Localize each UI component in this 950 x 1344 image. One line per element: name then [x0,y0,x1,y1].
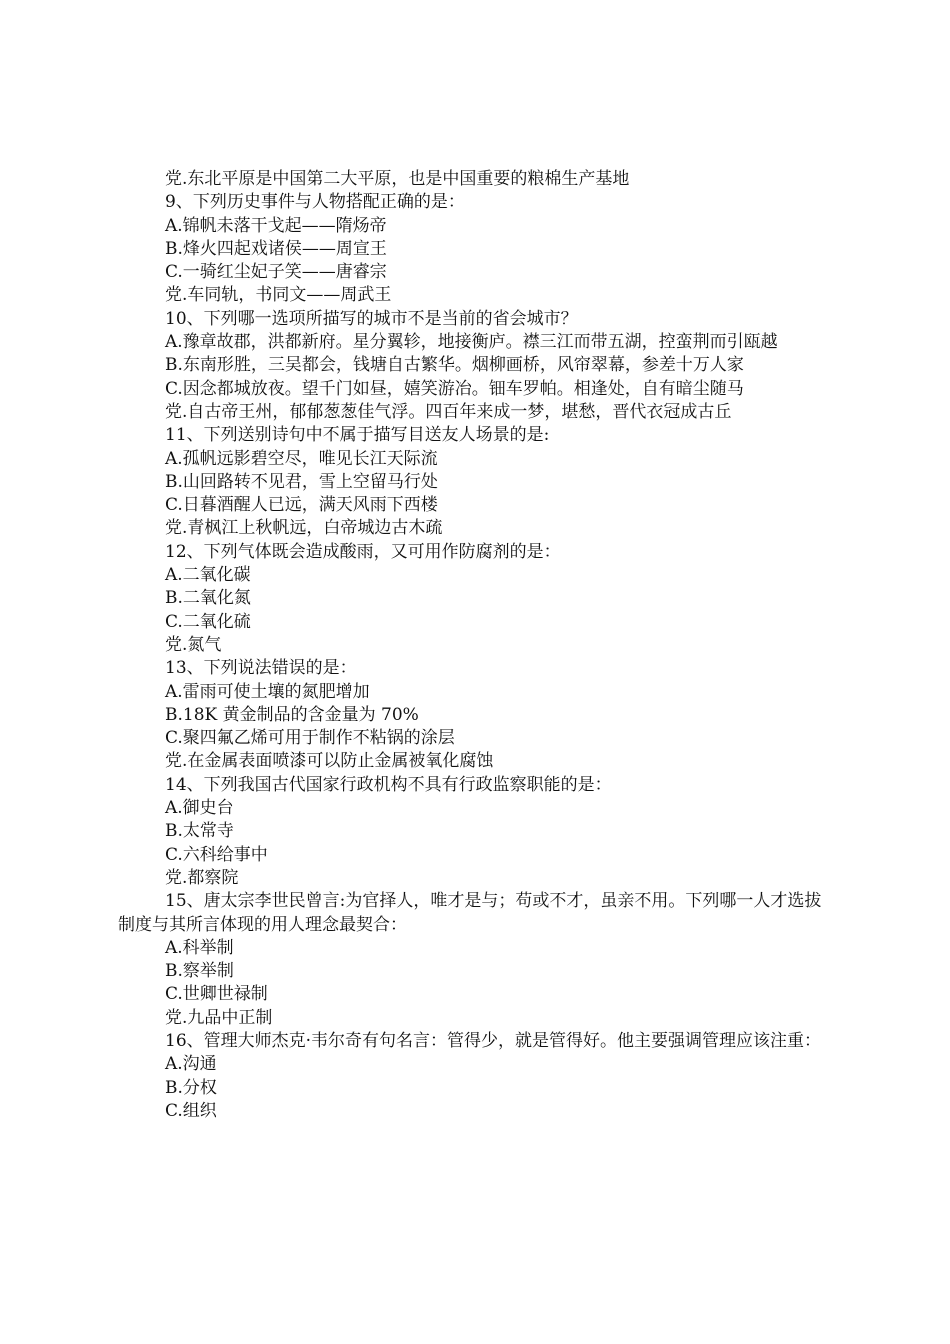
document-body [118,168,836,1123]
answer-option: B.二氧化氮 [165,588,251,609]
answer-option: A.科举制 [165,937,234,958]
answer-option: C.一骑红尘妃子笑——唐睿宗 [165,262,387,283]
text-line: 党.东北平原是中国第二大平原，也是中国重要的粮棉生产基地 [165,169,630,189]
answer-option: 党.车同轨，书同文——周武王 [165,285,392,306]
answer-option: B.太常寺 [165,821,234,842]
answer-option: C.因念都城放夜。望千门如昼，嬉笑游冶。钿车罗帕。相逢处，自有暗尘随马 [165,378,744,399]
answer-option: 党.都察院 [165,867,239,888]
answer-option: A.沟通 [165,1054,217,1075]
answer-option: A.孤帆远影碧空尽，唯见长江天际流 [165,448,438,469]
question-stem: 14、下列我国古代国家行政机构不具有行政监察职能的是： [165,774,612,795]
answer-option: 党.在金属表面喷漆可以防止金属被氧化腐蚀 [165,751,494,772]
answer-option: A.雷雨可使土壤的氮肥增加 [165,681,370,702]
answer-option: C.组织 [165,1100,217,1121]
answer-option: A.御史台 [165,798,234,819]
answer-option: C.六科给事中 [165,844,268,865]
answer-option: 党.自古帝王州，郁郁葱葱佳气浮。四百年来成一梦，堪愁，晋代衣冠成古丘 [165,401,732,422]
answer-option: C.聚四氟乙烯可用于制作不粘锅的涂层 [165,728,455,749]
question-stem: 13、下列说法错误的是： [165,658,357,679]
answer-option: B.烽火四起戏诸侯——周宣王 [165,238,387,259]
answer-option: A.二氧化碳 [165,565,251,586]
answer-option: B.分权 [165,1077,217,1098]
question-stem: 11、下列送别诗句中不属于描写目送友人场景的是: [165,425,550,446]
question-stem: 10、下列哪一选项所描写的城市不是当前的省会城市？ [165,308,578,329]
answer-option: 党.九品中正制 [165,1007,273,1028]
question-stem: 15、唐太宗李世民曾言:为官择人，唯才是与；苟或不才，虽亲不用。下列哪一人才选拔制度与其所言体现的用人理念最契合： [118,891,822,935]
answer-option: C.二氧化硫 [165,611,251,632]
answer-option: C.日暮酒醒人已远，满天风雨下西楼 [165,495,438,516]
answer-option: B.察举制 [165,961,234,982]
answer-option: B.山回路转不见君，雪上空留马行处 [165,471,438,492]
question-stem: 16、管理大师杰克·韦尔奇有句名言：管得少，就是管得好。他主要强调管理应该注重： [165,1030,822,1051]
answer-option: 党.氮气 [165,634,222,655]
answer-option: C.世卿世禄制 [165,984,268,1005]
answer-option: 党.青枫江上秋帆远，白帝城边古木疏 [165,518,443,539]
answer-option: B.18K 黄金制品的含金量为 70% [165,704,419,725]
answer-option: A.锦帆未落干戈起——隋炀帝 [165,215,387,236]
question-stem: 9、下列历史事件与人物搭配正确的是： [165,192,465,213]
answer-option: A.豫章故郡，洪都新府。星分翼轸，地接衡庐。襟三江而带五湖，控蛮荆而引瓯越 [165,332,778,353]
answer-option: B.东南形胜，三吴都会，钱塘自古繁华。烟柳画桥，风帘翠幕，参差十万人家 [165,355,744,376]
question-stem: 12、下列气体既会造成酸雨，又可用作防腐剂的是： [165,541,561,562]
